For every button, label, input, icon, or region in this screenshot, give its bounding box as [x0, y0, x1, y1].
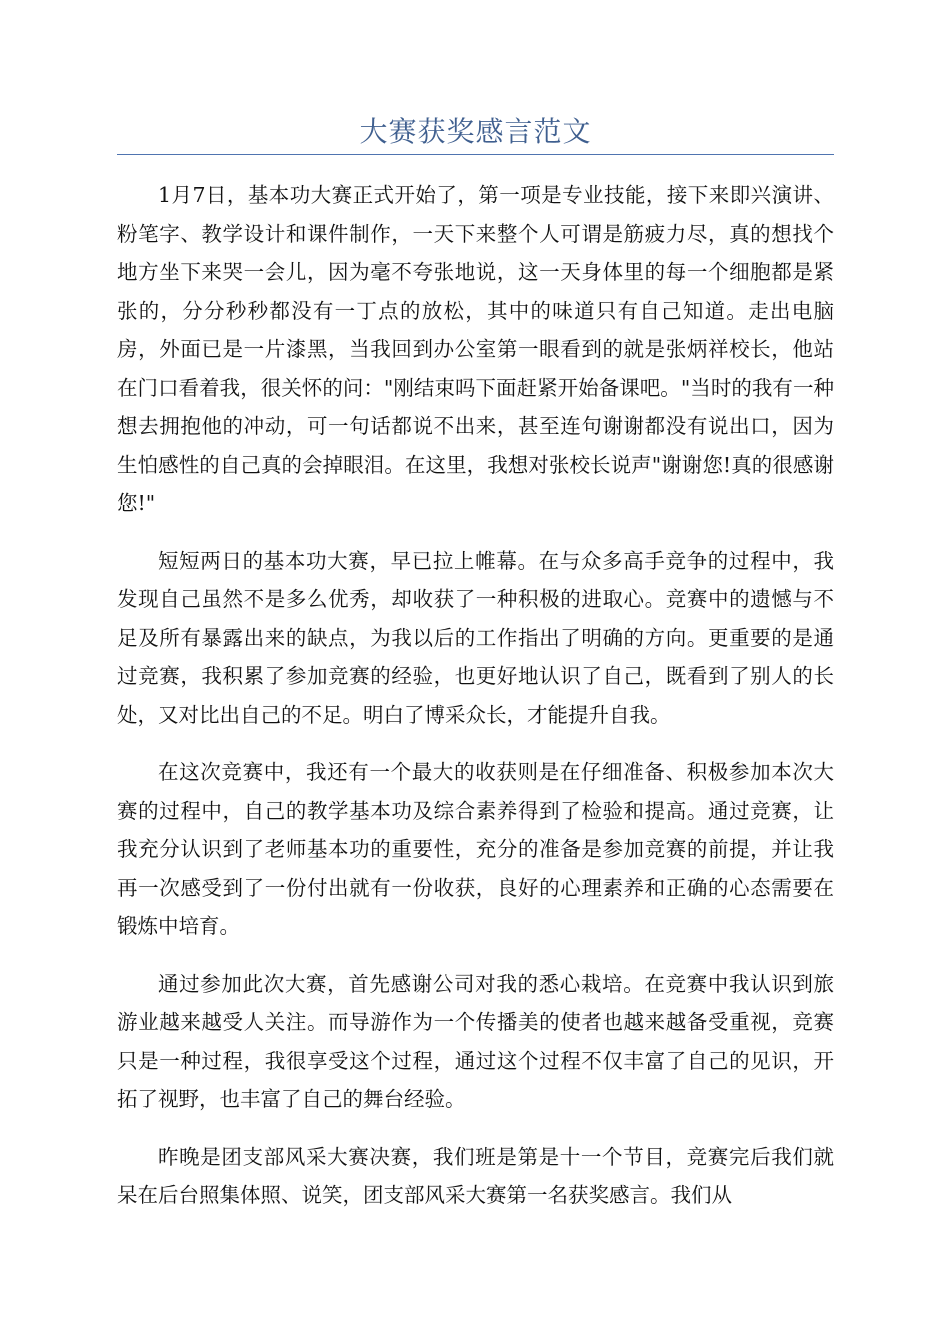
document-title: 大赛获奖感言范文	[359, 115, 592, 148]
document-body	[117, 176, 834, 1234]
paragraph-5: 昨晚是团支部风采大赛决赛，我们班是第是十一个节目，竞赛完后我们就呆在后台照集体照、说笑，团支部风采大赛第一名获奖感言。我们从	[117, 1144, 834, 1207]
paragraph-2: 短短两日的基本功大赛，早已拉上帷幕。在与众多高手竞争的过程中，我发现自己虽然不是多么优秀，却收获了一种积极的进取心。竞赛中的遗憾与不足及所有暴露出来的缺点，为我以后的工作指出了明确的方向。更重要的是通过竞赛，我积累了参加竞赛的经验，也更好地认识了自己，既看到了别人的长处，又对比出自己的不足。明白了博采众长，才能提升自我。	[117, 548, 834, 727]
title-underline	[117, 154, 834, 155]
paragraph-3: 在这次竞赛中，我还有一个最大的收获则是在仔细准备、积极参加本次大赛的过程中，自己的教学基本功及综合素养得到了检验和提高。通过竞赛，让我充分认识到了老师基本功的重要性，充分的准备是参加竞赛的前提，并让我再一次感受到了一份付出就有一份收获，良好的心理素养和正确的心态需要在锻炼中培育。	[117, 760, 834, 938]
paragraph-1: 1月7日，基本功大赛正式开始了，第一项是专业技能，接下来即兴演讲、粉笔字、教学设计和课件制作，一天下来整个人可谓是筋疲力尽，真的想找个地方坐下来哭一会儿，因为毫不夸张地说，这一天身体里的每一个细胞都是紧张的，分分秒秒都没有一丁点的放松，其中的味道只有自己知道。走出电脑房，外面已是一片漆黑，当我回到办公室第一眼看到的就是张炳祥校长，他站在门口看着我，很关怀的问："刚结束吗下面赶紧开始备课吧。"当时的我有一种想去拥抱他的冲动，可一句话都说不出来，甚至连句谢谢都没有说出口，因为生怕感性的自己真的会掉眼泪。在这里，我想对张校长说声"谢谢您!真的很感谢您!"	[117, 183, 834, 515]
paragraph-4: 通过参加此次大赛，首先感谢公司对我的悉心栽培。在竞赛中我认识到旅游业越来越受人关注。而导游作为一个传播美的使者也越来越备受重视，竞赛只是一种过程，我很享受这个过程，通过这个过程不仅丰富了自己的见识，开拓了视野，也丰富了自己的舞台经验。	[117, 971, 834, 1111]
